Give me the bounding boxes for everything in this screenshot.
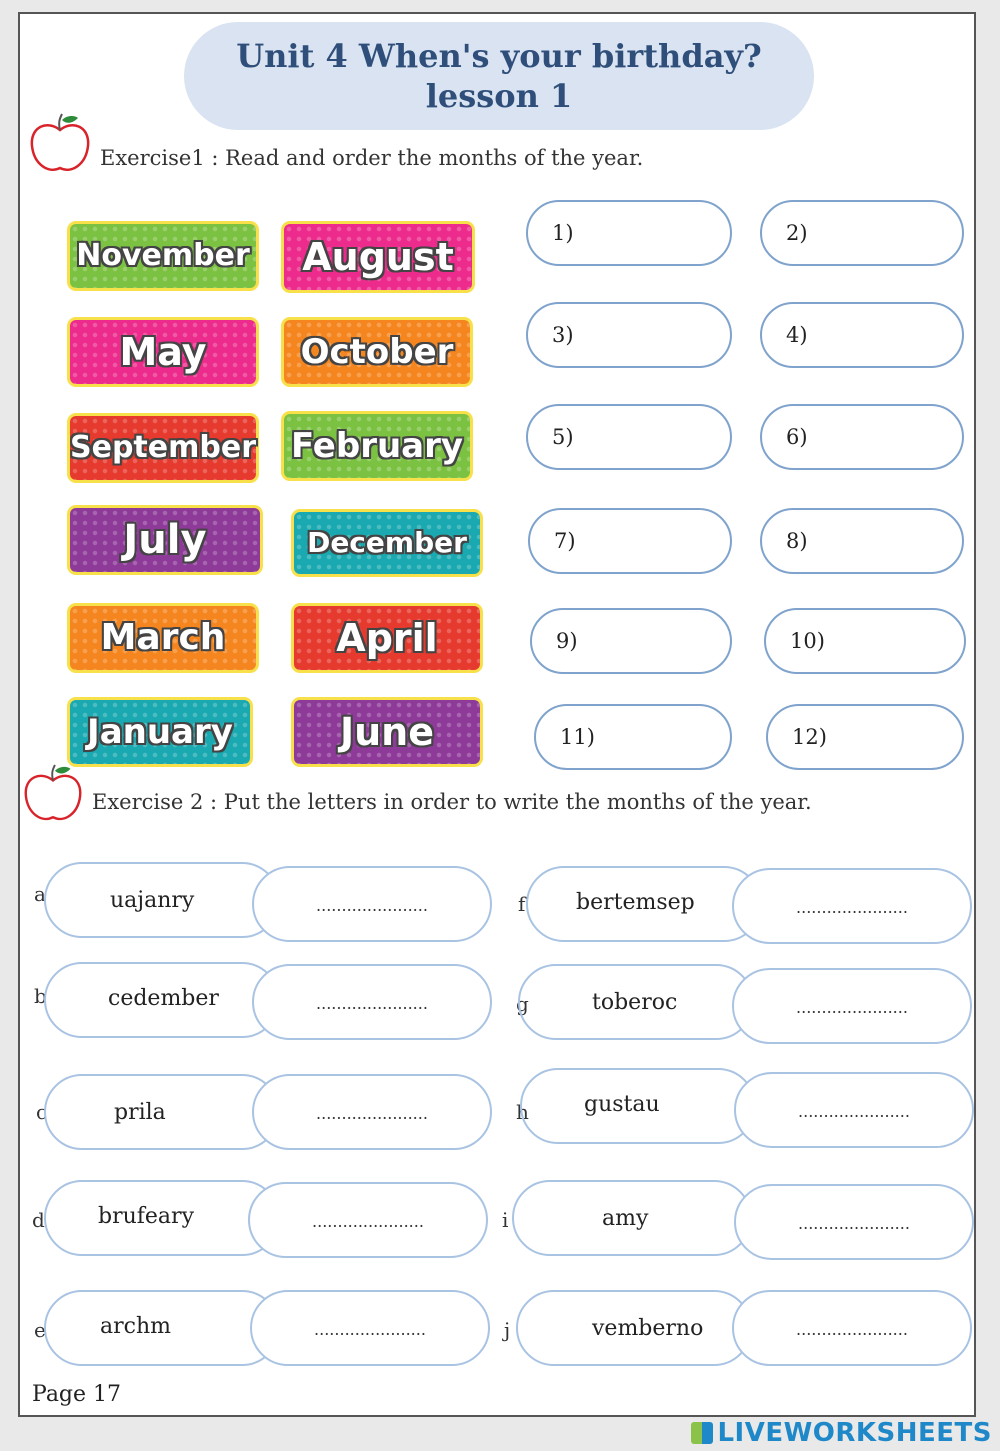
- answer-input-b[interactable]: ......................: [252, 964, 492, 1040]
- answer-input-c[interactable]: ......................: [252, 1074, 492, 1150]
- item-letter: g: [516, 992, 529, 1016]
- scrambled-word-pill: [44, 1290, 280, 1366]
- scrambled-word-pill: [44, 1180, 280, 1256]
- scrambled-word-pill: [516, 1290, 752, 1366]
- scrambled-word: uajanry: [110, 888, 195, 913]
- scrambled-word: brufeary: [98, 1204, 194, 1229]
- liveworksheets-icon: [691, 1422, 713, 1444]
- exercise2-instruction: Exercise 2 : Put the letters in order to write the months of the year.: [92, 790, 812, 814]
- scrambled-word-pill: [526, 866, 762, 942]
- item-letter: a: [34, 882, 46, 906]
- item-letter: i: [502, 1208, 509, 1232]
- month-card-february[interactable]: February: [284, 414, 470, 478]
- month-card-april[interactable]: April: [294, 606, 480, 670]
- item-letter: h: [516, 1100, 529, 1124]
- item-letter: j: [504, 1318, 511, 1342]
- order-slot-7[interactable]: 7): [528, 508, 732, 574]
- order-slot-4[interactable]: 4): [760, 302, 964, 368]
- order-slot-5[interactable]: 5): [526, 404, 732, 470]
- apple-icon: [22, 762, 84, 826]
- answer-input-e[interactable]: ......................: [250, 1290, 490, 1366]
- month-card-march[interactable]: March: [70, 606, 256, 670]
- month-card-december[interactable]: December: [294, 512, 480, 574]
- scrambled-word-pill: [512, 1180, 752, 1256]
- scrambled-word: toberoc: [592, 990, 678, 1015]
- item-letter: f: [518, 892, 526, 916]
- month-card-july[interactable]: July: [70, 508, 260, 572]
- scrambled-word: amy: [602, 1206, 649, 1231]
- answer-input-d[interactable]: ......................: [248, 1182, 488, 1258]
- page-number: Page 17: [32, 1382, 122, 1407]
- scrambled-word: cedember: [108, 986, 219, 1011]
- scrambled-word: vemberno: [592, 1316, 704, 1341]
- answer-input-i[interactable]: ......................: [734, 1184, 974, 1260]
- order-slot-11[interactable]: 11): [534, 704, 732, 770]
- order-slot-12[interactable]: 12): [766, 704, 964, 770]
- order-slot-10[interactable]: 10): [764, 608, 966, 674]
- answer-input-a[interactable]: ......................: [252, 866, 492, 942]
- answer-input-h[interactable]: ......................: [734, 1072, 974, 1148]
- title-line-1: Unit 4 When's your birthday?: [236, 37, 762, 75]
- liveworksheets-logo[interactable]: [691, 1418, 992, 1448]
- order-slot-9[interactable]: 9): [530, 608, 732, 674]
- month-card-october[interactable]: October: [284, 320, 470, 384]
- title-banner: [184, 22, 814, 130]
- month-card-september[interactable]: September: [70, 416, 256, 480]
- month-card-january[interactable]: January: [70, 700, 250, 764]
- order-slot-2[interactable]: 2): [760, 200, 964, 266]
- scrambled-word: bertemsep: [576, 890, 695, 915]
- order-slot-8[interactable]: 8): [760, 508, 964, 574]
- month-card-june[interactable]: June: [294, 700, 480, 764]
- item-letter: b: [34, 984, 47, 1008]
- order-slot-6[interactable]: 6): [760, 404, 964, 470]
- item-letter: d: [32, 1208, 45, 1232]
- scrambled-word-pill: [520, 1068, 756, 1144]
- scrambled-word-pill: [518, 964, 754, 1040]
- scrambled-word-pill: [44, 862, 280, 938]
- order-slot-1[interactable]: 1): [526, 200, 732, 266]
- answer-input-g[interactable]: ......................: [732, 968, 972, 1044]
- order-slot-3[interactable]: 3): [526, 302, 732, 368]
- answer-input-f[interactable]: ......................: [732, 868, 972, 944]
- scrambled-word-pill: [44, 1074, 280, 1150]
- month-card-august[interactable]: August: [284, 224, 472, 290]
- scrambled-word-pill: [44, 962, 280, 1038]
- apple-icon: [28, 112, 92, 176]
- scrambled-word: archm: [100, 1314, 171, 1339]
- item-letter: e: [34, 1318, 46, 1342]
- brand-name: LIVEWORKSHEETS: [717, 1418, 992, 1448]
- month-card-may[interactable]: May: [70, 320, 256, 384]
- title-line-2: lesson 1: [425, 77, 573, 115]
- exercise1-instruction: Exercise1 : Read and order the months of the year.: [100, 146, 644, 170]
- month-card-november[interactable]: November: [70, 224, 256, 288]
- scrambled-word: gustau: [584, 1092, 660, 1117]
- scrambled-word: prila: [114, 1100, 166, 1125]
- answer-input-j[interactable]: ......................: [732, 1290, 972, 1366]
- item-letter: c: [36, 1100, 48, 1124]
